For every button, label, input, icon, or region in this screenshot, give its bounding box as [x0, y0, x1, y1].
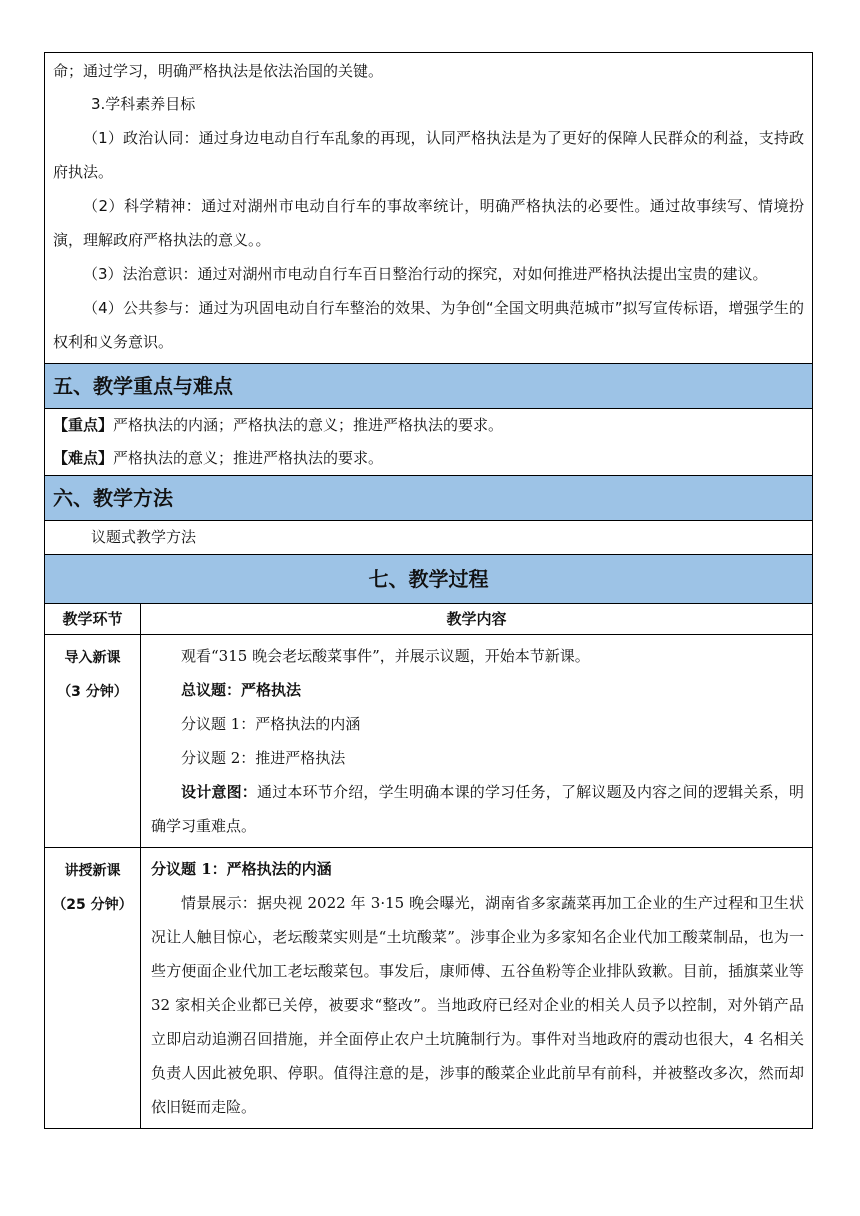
section5-body	[45, 409, 813, 476]
section6-body	[45, 521, 813, 555]
section5-title: 五、教学重点与难点	[45, 364, 813, 409]
main-topic: 总议题：严格执法	[181, 681, 302, 699]
section6-title: 六、教学方法	[45, 476, 813, 521]
difficult-point	[53, 442, 804, 475]
sub-topic-1: 分议题 1：严格执法的内涵	[181, 715, 361, 733]
lecture-phase-cell	[45, 848, 141, 1129]
intro-duration: （3 分钟）	[57, 684, 128, 700]
lesson-plan-table	[44, 52, 813, 1129]
section7-title: 七、教学过程	[45, 555, 813, 604]
design-intent-label: 设计意图：	[181, 783, 257, 801]
teaching-method: 议题式教学方法	[91, 528, 197, 546]
objective-political: （1）政治认同：通过身边电动自行车乱象的再现，认同严格执法是为了更好的保障人民群众的利益，支持政府执法。	[53, 129, 804, 181]
scenario-text: 情景展示：据央视 2022 年 3·15 晚会曝光，湖南省多家蔬菜再加工企业的生产过程和卫生状况让人触目惊心，老坛酸菜实则是“土坑酸菜”。涉事企业为多家知名企业代加工酸菜制品，也为一些方便面企业代加工老坛酸菜包。事发后，康师傅、五谷鱼粉等企业排队致歉。目前，插旗菜业等 32 家相关企业都已关停，被要求“整改”。当地政府已经对企业的相关人员予以控制，对外销产品立即启动追溯召回措施，并全面停止农户土坑腌制行为。事件对当地政府的震动也很大，4 名相关负责人因此被免职、停职。值得注意的是，涉事的酸菜企业此前早有前科，并被整改多次，然而却依旧铤而走险。	[151, 894, 804, 1116]
difficult-label: 【难点】	[53, 449, 114, 467]
objective-scientific: （2）科学精神：通过对湖州市电动自行车的事故率统计，明确严格执法的必要性。通过故事续写、情境扮演，理解政府严格执法的意义。。	[53, 197, 804, 249]
section7-header-row	[45, 555, 813, 604]
lecture-content-cell	[141, 848, 813, 1129]
key-point	[53, 409, 804, 442]
sub-topic-2: 分议题 2：推进严格执法	[181, 749, 346, 767]
design-intent-text: 通过本环节介绍，学生明确本课的学习任务，了解议题及内容之间的逻辑关系，明确学习重难点。	[151, 783, 804, 835]
lecture-phase-label: 讲授新课	[64, 863, 121, 879]
objective-line: 命；通过学习，明确严格执法是依法治国的关键。	[53, 62, 384, 80]
lecture-duration: （25 分钟）	[52, 897, 133, 913]
key-text: 严格执法的内涵；严格执法的意义；推进严格执法的要求。	[113, 416, 504, 434]
objectives-row	[45, 53, 813, 364]
subject-literacy-heading: 3.学科素养目标	[91, 95, 196, 113]
column-header-content: 教学内容	[141, 604, 813, 635]
section6-header-row	[45, 476, 813, 521]
document-page	[44, 52, 812, 1129]
section6-body-row	[45, 521, 813, 555]
section5-body-row	[45, 409, 813, 476]
objective-public: （4）公共参与：通过为巩固电动自行车整治的效果、为争创“全国文明典范城市”拟写宣传标语，增强学生的权利和义务意识。	[53, 299, 804, 351]
intro-line: 观看“315 晚会老坛酸菜事件”，并展示议题，开始本节新课。	[181, 647, 590, 665]
intro-phase-label: 导入新课	[64, 650, 121, 666]
process-column-headers	[45, 604, 813, 635]
lecture-topic: 分议题 1：严格执法的内涵	[151, 860, 332, 878]
objective-legal: （3）法治意识：通过对湖州市电动自行车百日整治行动的探究，对如何推进严格执法提出宝贵的建议。	[83, 265, 768, 283]
intro-phase-cell	[45, 635, 141, 848]
section5-header-row	[45, 364, 813, 409]
objectives-cell	[45, 53, 813, 364]
design-intent	[151, 775, 804, 843]
key-label: 【重点】	[53, 416, 114, 434]
difficult-text: 严格执法的意义；推进严格执法的要求。	[113, 449, 384, 467]
lecture-row	[45, 848, 813, 1129]
intro-content-cell	[141, 635, 813, 848]
column-header-phase: 教学环节	[45, 604, 141, 635]
intro-row	[45, 635, 813, 848]
